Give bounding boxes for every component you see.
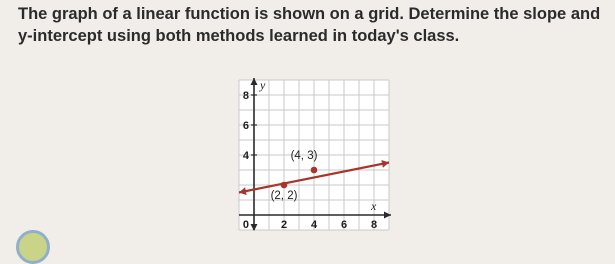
- x-axis-label: x: [371, 199, 377, 213]
- y-axis-label: y: [260, 78, 266, 92]
- y-tick-label: 6: [242, 120, 249, 132]
- graph-svg: [225, 74, 405, 239]
- x-tick-label: 6: [340, 219, 348, 231]
- question-text: The graph of a linear function is shown on a grid. Determine the slope and y-intercept using both methods learned in today's class.: [18, 5, 601, 45]
- x-tick-label: 0: [242, 219, 249, 231]
- y-tick-label: 8: [242, 90, 249, 102]
- x-tick-label: 2: [280, 219, 288, 231]
- x-tick-label: 8: [370, 219, 378, 231]
- point-marker: [311, 167, 318, 174]
- point-label: (2, 2): [270, 190, 298, 202]
- y-tick-label: 4: [242, 150, 249, 162]
- point-marker: [281, 182, 288, 189]
- corner-badge-icon: [16, 230, 50, 264]
- linear-function-graph: [225, 74, 405, 239]
- point-label: (4, 3): [290, 150, 318, 162]
- x-tick-label: 4: [310, 219, 318, 231]
